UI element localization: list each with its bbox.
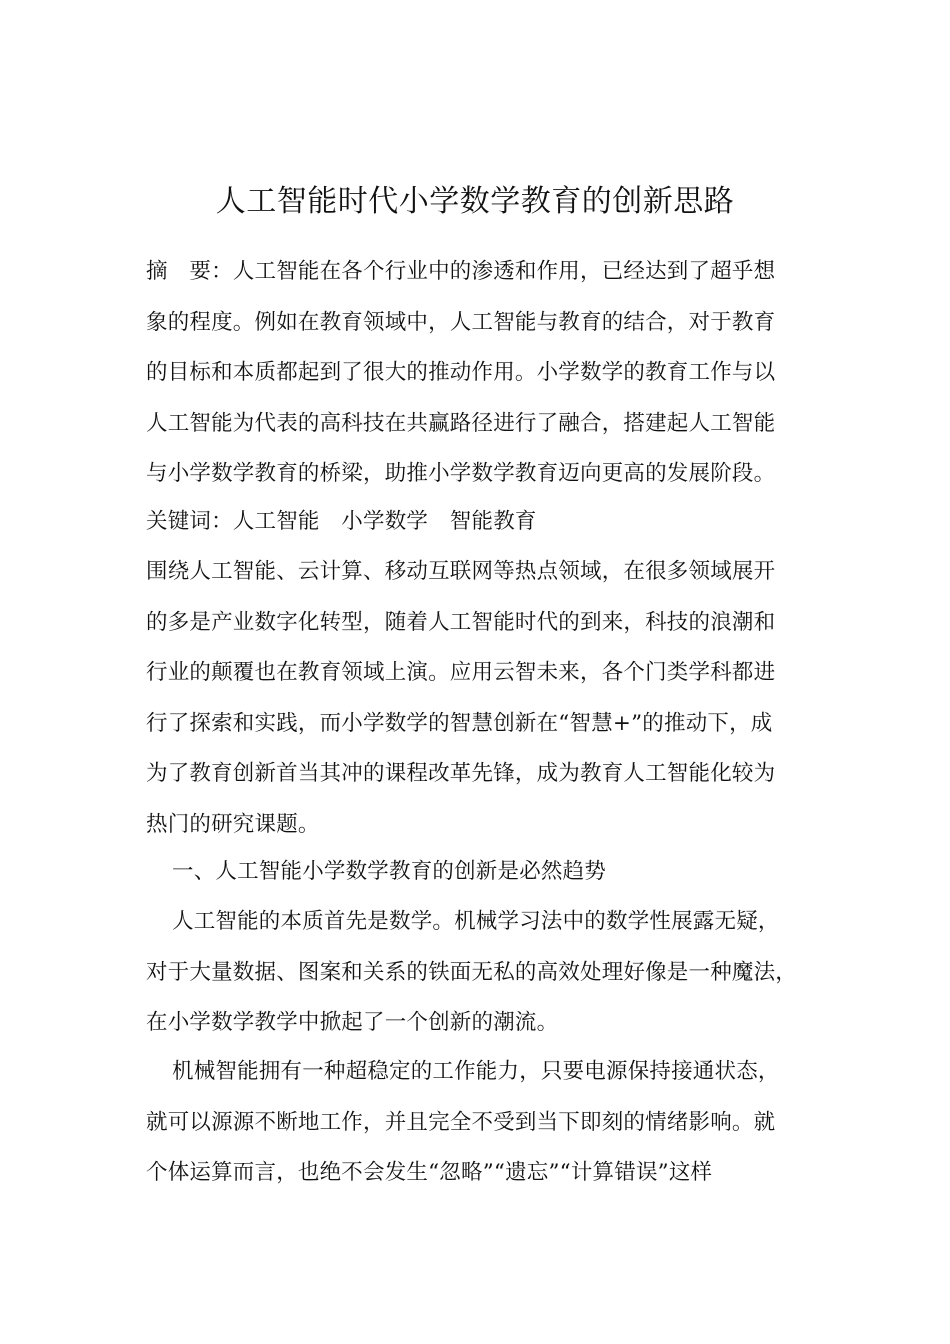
abstract-line: 人工智能为代表的高科技在共赢路径进行了融合，搭建起人工智能 (146, 410, 776, 436)
section-heading (172, 847, 832, 898)
body-line: 在小学数学教学中掀起了一个创新的潮流。 (146, 1010, 559, 1035)
body-line: 个体运算而言，也绝不会发生“忽略”“遗忘”“计算错误”这样 (146, 1160, 713, 1185)
intro-line: 热门的研究课题。 (146, 811, 320, 837)
body-line: 机械智能拥有一种超稳定的工作能力，只要电源保持接通状态， (172, 1059, 780, 1084)
abstract-line: 摘 要：人工智能在各个行业中的渗透和作用，已经达到了超乎想 (146, 259, 776, 284)
intro-line: 围绕人工智能、云计算、移动互联网等热点领域，在很多领域展开 (146, 559, 776, 584)
intro-line: 为了教育创新首当其冲的课程改革先锋，成为教育人工智能化较为 (146, 761, 776, 786)
body-line: 人工智能的本质首先是数学。机械学习法中的数学性展露无疑， (172, 909, 780, 934)
document-title: 人工智能时代小学数学教育的创新思路 (215, 184, 735, 219)
body-line: 对于大量数据、图案和关系的铁面无私的高效处理好像是一种魔法， (146, 959, 798, 985)
keywords-line: 关键词：人工智能 小学数学 智能教育 (146, 509, 537, 534)
intro-line: 行了探索和实践，而小学数学的智慧创新在“智慧+”的推动下，成 (146, 710, 773, 736)
intro-line: 行业的颠覆也在教育领域上演。应用云智未来，各个门类学科都进 (146, 660, 776, 685)
keywords-paragraph (146, 497, 836, 548)
abstract-line: 象的程度。例如在教育领域中，人工智能与教育的结合，对于教育 (146, 309, 776, 335)
abstract-paragraph (146, 247, 836, 500)
body-paragraph-2 (146, 897, 836, 1049)
abstract-line: 的目标和本质都起到了很大的推动作用。小学数学的教育工作与以 (146, 360, 776, 385)
section-heading-text: 一、人工智能小学数学教育的创新是必然趋势 (172, 859, 607, 884)
intro-paragraph (146, 547, 836, 850)
intro-line: 的多是产业数字化转型，随着人工智能时代的到来，科技的浪潮和 (146, 609, 776, 635)
abstract-line: 与小学数学教育的桥梁，助推小学数学教育迈向更高的发展阶段。 (146, 461, 776, 486)
body-paragraph-3 (146, 1047, 836, 1199)
body-line: 就可以源源不断地工作，并且完全不受到当下即刻的情绪影响。就 (146, 1109, 776, 1135)
